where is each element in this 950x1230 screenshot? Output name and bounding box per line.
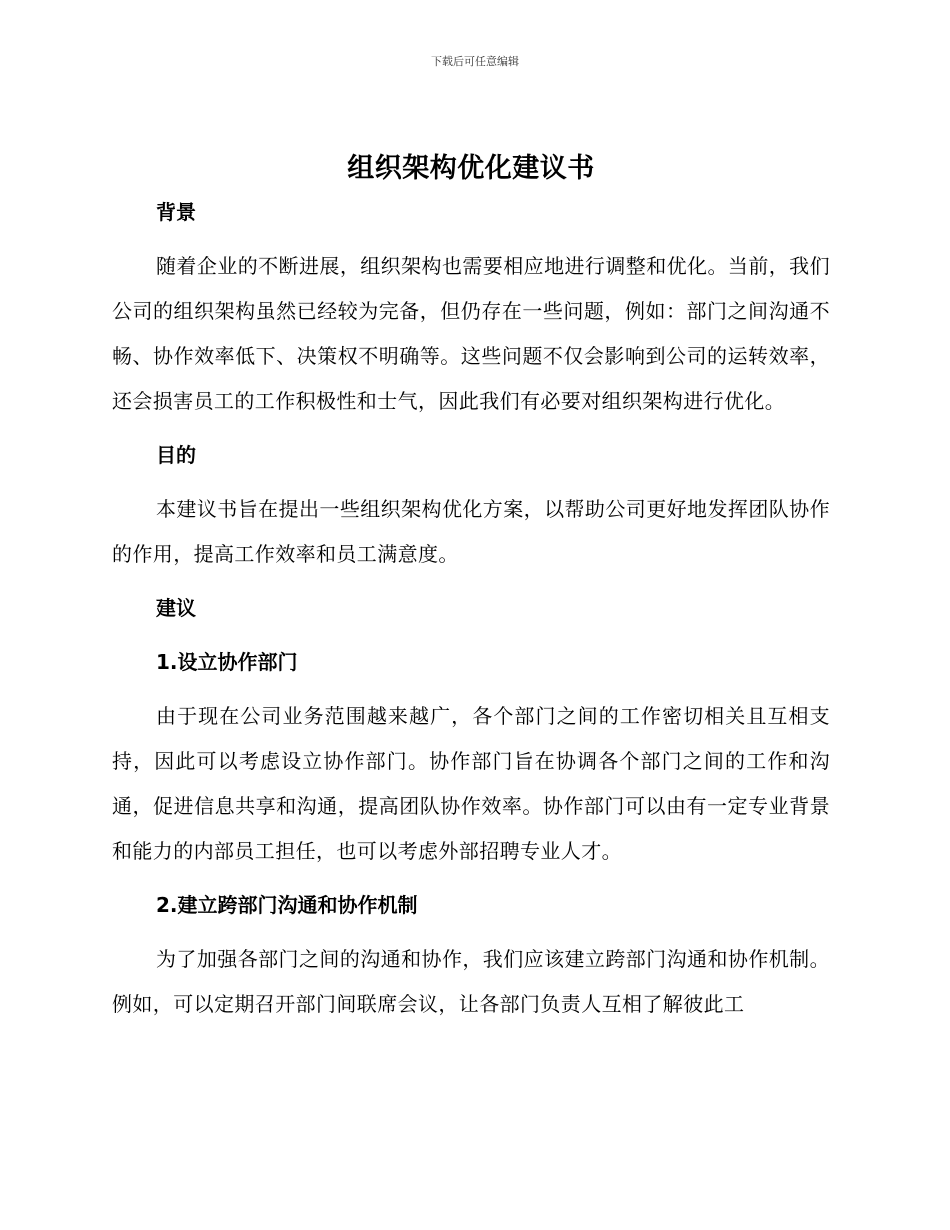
section-heading-suggestions: 建议 bbox=[156, 596, 196, 620]
subsection-heading-cross-dept-mechanism: 2.建立跨部门沟通和协作机制 bbox=[156, 893, 418, 917]
document-title: 组织架构优化建议书 bbox=[347, 153, 595, 184]
document-body bbox=[112, 148, 830, 1027]
paragraph-cross-dept-mechanism: 为了加强各部门之间的沟通和协作，我们应该建立跨部门沟通和协作机制。例如，可以定期召开部门间联席会议，让各部门负责人互相了解彼此工 bbox=[112, 947, 830, 1016]
paragraph-background: 随着企业的不断进展，组织架构也需要相应地进行调整和优化。当前，我们公司的组织架构虽然已经较为完备，但仍存在一些问题，例如：部门之间沟通不畅、协作效率低下、决策权不明确等。这些问题不仅会影响到公司的运转效率，还会损害员工的工作积极性和士气，因此我们有必要对组织架构进行优化。 bbox=[112, 254, 830, 413]
section-heading-background: 背景 bbox=[156, 200, 196, 224]
page-header-note: 下载后可任意编辑 bbox=[431, 55, 519, 68]
paragraph-goal: 本建议书旨在提出一些组织架构优化方案，以帮助公司更好地发挥团队协作的作用，提高工作效率和员工满意度。 bbox=[112, 497, 830, 566]
paragraph-collaboration-dept: 由于现在公司业务范围越来越广，各个部门之间的工作密切相关且互相支持，因此可以考虑设立协作部门。协作部门旨在协调各个部门之间的工作和沟通，促进信息共享和沟通，提高团队协作效率。协作部门可以由有一定专业背景和能力的内部员工担任，也可以考虑外部招聘专业人才。 bbox=[112, 704, 830, 863]
subsection-heading-collaboration-dept: 1.设立协作部门 bbox=[156, 650, 298, 674]
section-heading-goal: 目的 bbox=[156, 443, 196, 467]
